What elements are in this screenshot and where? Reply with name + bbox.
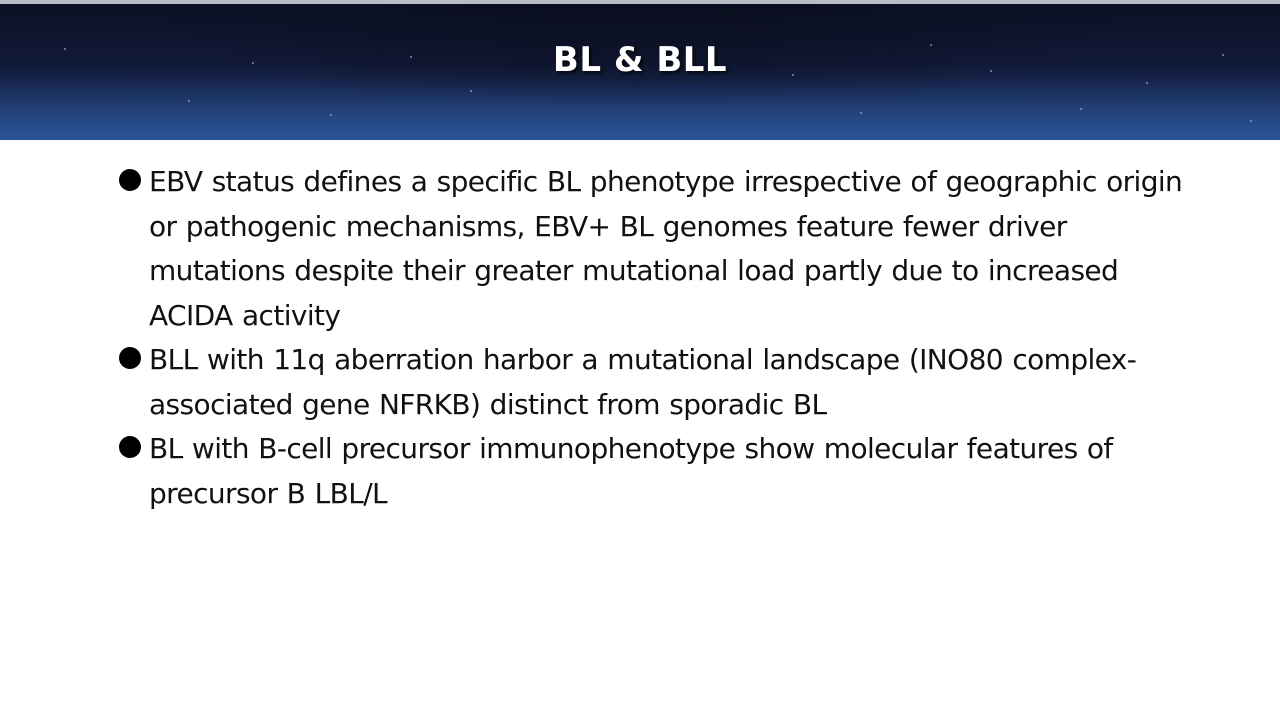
bullet-item: [116, 427, 1196, 516]
bullet-item: [116, 160, 1196, 338]
star-decoration: [188, 100, 190, 102]
bullet-list: [116, 160, 1196, 516]
star-decoration: [860, 112, 862, 114]
bullet-item: [116, 338, 1196, 427]
star-decoration: [1080, 108, 1082, 110]
star-decoration: [1250, 120, 1252, 122]
title-banner: [0, 0, 1280, 140]
bullet-dot-icon: [119, 347, 141, 369]
star-decoration: [470, 90, 472, 92]
banner-glow: [0, 80, 1280, 140]
star-decoration: [330, 114, 332, 116]
bullet-dot-icon: [119, 169, 141, 191]
bullet-text: BL with B-cell precursor immunophenotype show molecular features of precursor B LBL/L: [149, 432, 1113, 510]
star-decoration: [1146, 82, 1148, 84]
bullet-text: BLL with 11q aberration harbor a mutational landscape (INO80 complex-associated gene NFRKB) distinct from sporadic BL: [149, 343, 1137, 421]
bullet-dot-icon: [119, 436, 141, 458]
bullet-text: EBV status defines a specific BL phenotype irrespective of geographic origin or pathogenic mechanisms, EBV+ BL genomes feature fewer driver mutations despite their greater mutational load partly due to increased ACIDA activity: [149, 165, 1183, 332]
slide-title: BL & BLL: [552, 40, 728, 80]
